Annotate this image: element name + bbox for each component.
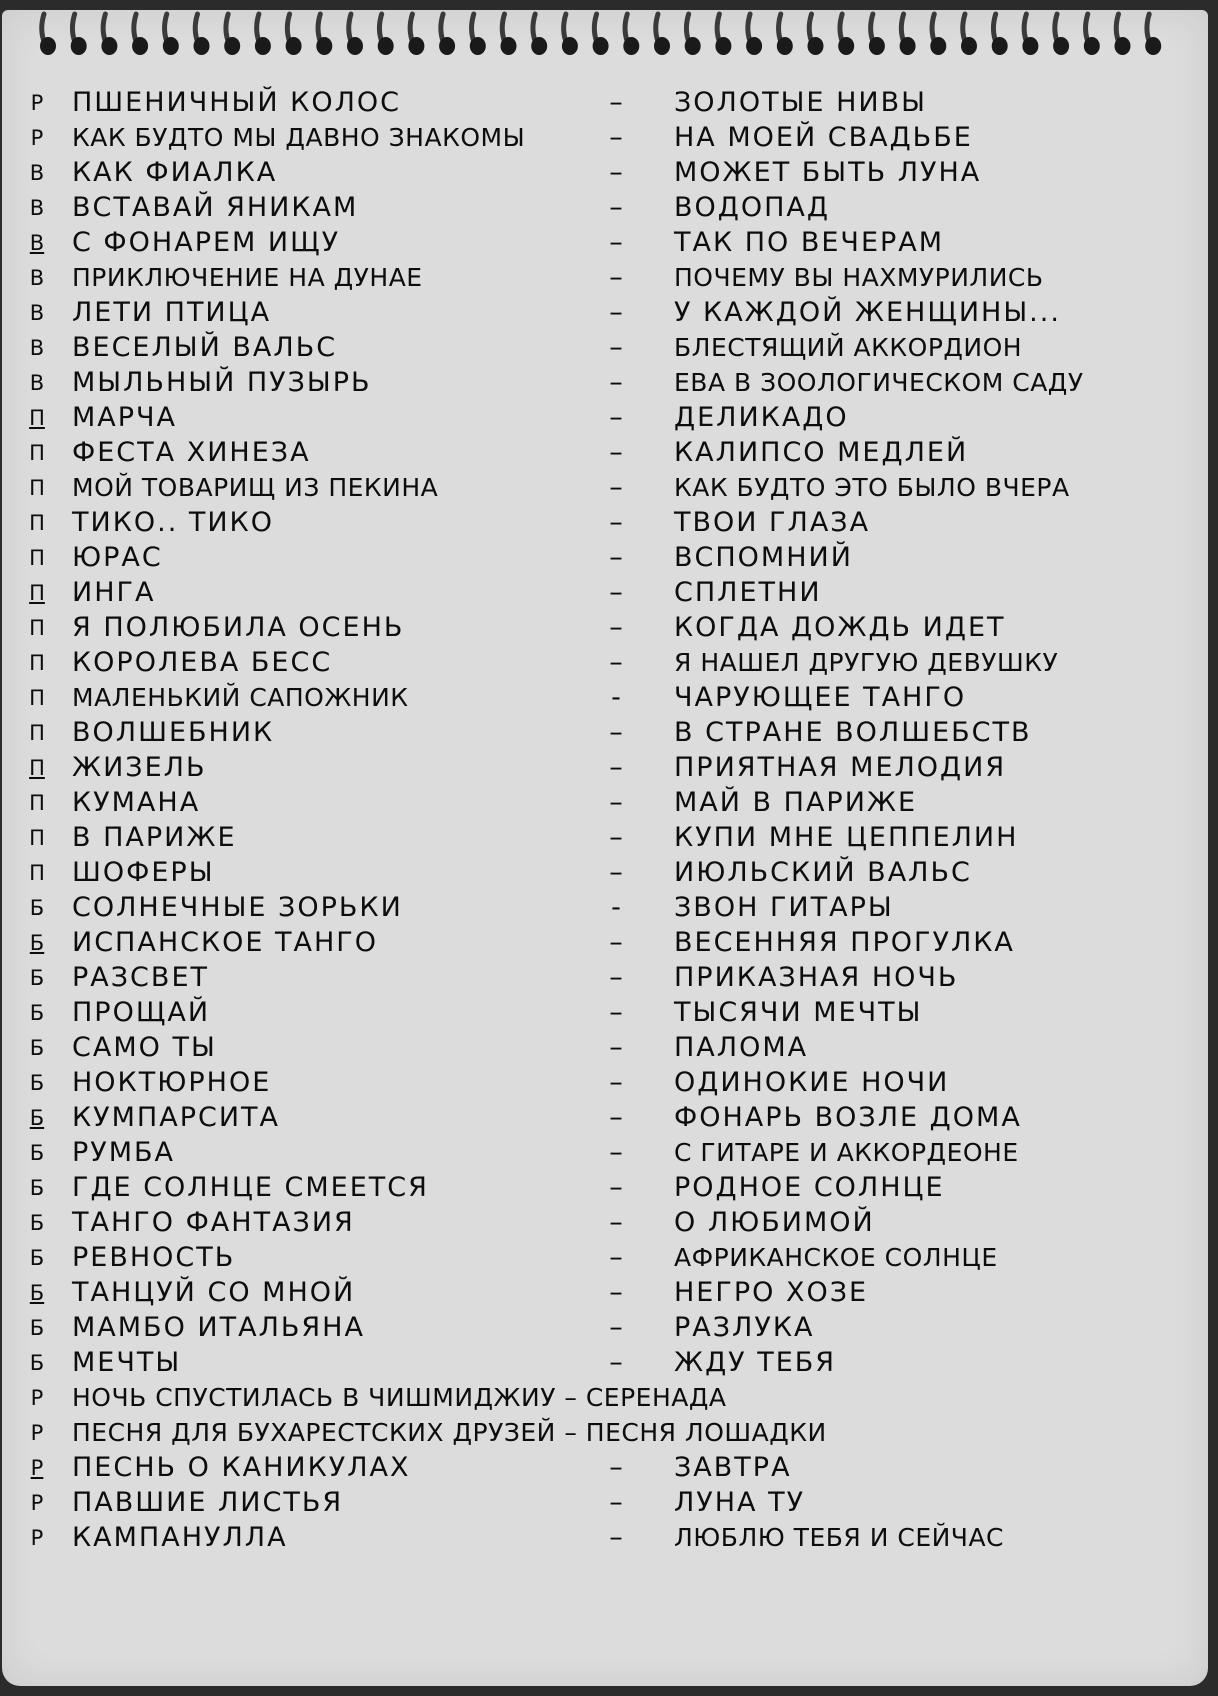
spiral-hole: [746, 37, 762, 55]
spiral-hole: [777, 37, 793, 55]
spiral-hole: [900, 37, 916, 55]
row-dash: –: [609, 1032, 623, 1063]
spiral-hole: [378, 37, 394, 55]
spiral-hole: [961, 37, 977, 55]
song-left: ЮРАС: [72, 542, 163, 573]
row-dash: –: [609, 787, 623, 818]
song-right: ЕВА В ЗООЛОГИЧЕСКОМ САДУ: [674, 368, 1084, 397]
row-dash: –: [609, 332, 623, 363]
row-mark: Б: [29, 1211, 45, 1235]
row-dash: –: [609, 227, 623, 258]
song-right: КАЛИПСО МЕДЛЕЙ: [674, 437, 969, 468]
spiral-hole: [531, 37, 547, 55]
song-left: ПЕСНЬ О КАНИКУЛАХ: [72, 1452, 411, 1483]
spiral-hole: [562, 37, 578, 55]
song-right: В СТРАНЕ ВОЛШЕБСТВ: [674, 717, 1032, 748]
row-mark: П: [29, 651, 45, 675]
song-right: АФРИКАНСКОЕ СОЛНЦЕ: [674, 1243, 998, 1272]
song-left: КУМАНА: [72, 787, 201, 818]
spiral-hole: [163, 37, 179, 55]
song-right: ЗОЛОТЫЕ НИВЫ: [674, 87, 927, 118]
row-dash: –: [609, 1522, 623, 1553]
spiral-hole: [685, 37, 701, 55]
song-right: КУПИ МНЕ ЦЕППЕЛИН: [674, 822, 1019, 853]
spiral-hole: [715, 37, 731, 55]
song-left: ПАВШИЕ ЛИСТЬЯ: [72, 1487, 344, 1518]
row-mark: Р: [30, 1386, 44, 1410]
song-right: РАЗЛУКА: [674, 1312, 815, 1343]
list-item: [2, 751, 1208, 786]
row-dash: –: [609, 542, 623, 573]
list-item: [2, 296, 1208, 331]
spiral-hole: [623, 37, 639, 55]
song-right: ФОНАРЬ ВОЗЛЕ ДОМА: [674, 1102, 1022, 1133]
spiral-hole: [224, 37, 240, 55]
row-dash: –: [609, 437, 623, 468]
row-mark: Р: [30, 1456, 44, 1480]
list-item: [2, 1346, 1208, 1381]
spiral-hole: [869, 37, 885, 55]
song-left: ПРИКЛЮЧЕНИЕ НА ДУНАЕ: [72, 263, 423, 292]
row-mark: В: [29, 161, 45, 185]
row-mark: П: [29, 511, 45, 535]
row-mark: П: [29, 756, 45, 780]
row-dash: –: [609, 857, 623, 888]
song-right: ТАК ПО ВЕЧЕРАМ: [674, 227, 945, 258]
song-right: ПАЛОМА: [674, 1032, 809, 1063]
song-left: В ПАРИЖЕ: [72, 822, 237, 853]
song-left: С ФОНАРЕМ ИЩУ: [72, 227, 341, 258]
list-item: [2, 716, 1208, 751]
row-dash: –: [609, 612, 623, 643]
row-mark: П: [29, 476, 45, 500]
song-right: НЕГРО ХОЗЕ: [674, 1277, 869, 1308]
row-mark: Б: [29, 1281, 45, 1305]
row-mark: П: [29, 441, 45, 465]
row-dash: –: [609, 1137, 623, 1168]
song-left: КАК ФИАЛКА: [72, 157, 278, 188]
song-left: РЕВНОСТЬ: [72, 1242, 236, 1273]
row-mark: В: [29, 231, 45, 255]
song-right: ПРИКАЗНАЯ НОЧЬ: [674, 962, 959, 993]
row-dash: –: [609, 1312, 623, 1343]
song-right: ЖДУ ТЕБЯ: [674, 1347, 837, 1378]
row-dash: –: [609, 297, 623, 328]
row-dash: –: [609, 717, 623, 748]
row-mark: В: [29, 266, 45, 290]
row-dash: –: [609, 507, 623, 538]
row-dash: –: [609, 87, 623, 118]
song-right: С ГИТАРЕ И АККОРДЕОНЕ: [674, 1138, 1019, 1167]
song-left: КОРОЛЕВА БЕСС: [72, 647, 333, 678]
row-dash: –: [609, 402, 623, 433]
list-item: [2, 1416, 1208, 1451]
song-right: У КАЖДОЙ ЖЕНЩИНЫ...: [674, 297, 1061, 328]
song-left: ВЕСЕЛЫЙ ВАЛЬС: [72, 332, 338, 363]
list-item: [2, 961, 1208, 996]
spiral-hole: [1145, 37, 1161, 55]
list-item: [2, 611, 1208, 646]
song-left: КАМПАНУЛЛА: [72, 1522, 288, 1553]
song-right: СПЛЕТНИ: [674, 577, 822, 608]
song-right: БЛЕСТЯЩИЙ АККОРДИОН: [674, 333, 1023, 362]
song-left: РАЗСВЕТ: [72, 962, 209, 993]
song-left: МЫЛЬНЫЙ ПУЗЫРЬ: [72, 367, 372, 398]
spiral-hole: [1084, 37, 1100, 55]
spiral-hole: [194, 37, 210, 55]
song-left: СОЛНЕЧНЫЕ ЗОРЬКИ: [72, 892, 403, 923]
song-right: ОДИНОКИЕ НОЧИ: [674, 1067, 950, 1098]
song-left: ПРОЩАЙ: [72, 997, 211, 1028]
song-right: ВЕСЕННЯЯ ПРОГУЛКА: [674, 927, 1015, 958]
list-item: [2, 1521, 1208, 1556]
song-left: ТИКО.. ТИКО: [72, 507, 274, 538]
row-dash: –: [609, 1487, 623, 1518]
row-mark: П: [29, 791, 45, 815]
song-right: МОЖЕТ БЫТЬ ЛУНА: [674, 157, 982, 188]
row-mark: В: [29, 301, 45, 325]
row-mark: Б: [29, 1141, 45, 1165]
song-right: ПРИЯТНАЯ МЕЛОДИЯ: [674, 752, 1007, 783]
song-list: [2, 86, 1208, 1556]
row-mark: Б: [29, 1071, 45, 1095]
list-item: [2, 1241, 1208, 1276]
song-left: ВСТАВАЙ ЯНИКАМ: [72, 192, 359, 223]
spiral-hole: [501, 37, 517, 55]
song-right: ИЮЛЬСКИЙ ВАЛЬС: [674, 857, 972, 888]
row-dash: –: [609, 157, 623, 188]
song-right: ВОДОПАД: [674, 192, 830, 223]
song-right: КАК БУДТО ЭТО БЫЛО ВЧЕРА: [674, 473, 1070, 502]
song-right: ТВОИ ГЛАЗА: [674, 507, 871, 538]
song-left: МАЛЕНЬКИЙ САПОЖНИК: [72, 683, 409, 712]
song-right: ВСПОМНИЙ: [674, 542, 853, 573]
song-right: ЛУНА ТУ: [674, 1487, 806, 1518]
row-mark: Р: [30, 1421, 44, 1445]
song-left: РУМБА: [72, 1137, 176, 1168]
row-dash: –: [609, 962, 623, 993]
row-dash: -: [611, 892, 621, 923]
song-left: НОКТЮРНОЕ: [72, 1067, 272, 1098]
list-item: [2, 1486, 1208, 1521]
row-mark: Б: [29, 1316, 45, 1340]
row-dash: –: [609, 122, 623, 153]
row-dash: –: [609, 997, 623, 1028]
row-dash: –: [609, 1067, 623, 1098]
song-right: НА МОЕЙ СВАДЬБЕ: [674, 122, 973, 153]
list-item: [2, 506, 1208, 541]
list-item: [2, 191, 1208, 226]
song-left: ЛЕТИ ПТИЦА: [72, 297, 272, 328]
list-item: [2, 996, 1208, 1031]
spiral-hole: [439, 37, 455, 55]
song-left: ГДЕ СОЛНЦЕ СМЕЕТСЯ: [72, 1172, 429, 1203]
spiral-hole: [808, 37, 824, 55]
list-item: [2, 541, 1208, 576]
spiral-hole: [255, 37, 271, 55]
list-item: [2, 646, 1208, 681]
spiral-binding: [2, 10, 1208, 70]
spiral-hole: [132, 37, 148, 55]
spiral-hole: [408, 37, 424, 55]
spiral-hole: [286, 37, 302, 55]
song-left: ЖИЗЕЛЬ: [72, 752, 207, 783]
row-mark: Б: [29, 1001, 45, 1025]
list-item: [2, 121, 1208, 156]
row-dash: –: [609, 1277, 623, 1308]
row-dash: –: [609, 1242, 623, 1273]
row-dash: –: [609, 192, 623, 223]
song-right: ЛЮБЛЮ ТЕБЯ И СЕЙЧАС: [674, 1523, 1005, 1552]
list-item: [2, 156, 1208, 191]
row-mark: П: [29, 616, 45, 640]
song-right: ПОЧЕМУ ВЫ НАХМУРИЛИСЬ: [674, 263, 1044, 292]
row-mark: В: [29, 336, 45, 360]
song-left: КУМПАРСИТА: [72, 1102, 280, 1133]
song-left: МАМБО ИТАЛЬЯНА: [72, 1312, 365, 1343]
song-left: МОЙ ТОВАРИЩ ИЗ ПЕКИНА: [72, 473, 439, 502]
list-item: [2, 1101, 1208, 1136]
row-mark: П: [29, 861, 45, 885]
list-item: [2, 366, 1208, 401]
song-right: КОГДА ДОЖДЬ ИДЕТ: [674, 612, 1006, 643]
song-right: О ЛЮБИМОЙ: [674, 1207, 875, 1238]
song-left: МАРЧА: [72, 402, 178, 433]
row-dash: –: [609, 822, 623, 853]
song-left: ВОЛШЕБНИК: [72, 717, 275, 748]
spiral-hole: [347, 37, 363, 55]
spiral-hole: [40, 37, 56, 55]
song-left: САМО ТЫ: [72, 1032, 217, 1063]
spiral-hole: [1053, 37, 1069, 55]
song-left: ШОФЕРЫ: [72, 857, 215, 888]
row-dash: -: [611, 682, 621, 713]
spiral-hole: [101, 37, 117, 55]
list-item: [2, 261, 1208, 296]
row-dash: –: [609, 472, 623, 503]
list-item: [2, 681, 1208, 716]
spiral-hole: [992, 37, 1008, 55]
row-mark: Р: [30, 1526, 44, 1550]
song-right: МАЙ В ПАРИЖЕ: [674, 787, 918, 818]
list-item: [2, 1066, 1208, 1101]
list-item: [2, 856, 1208, 891]
list-item: [2, 436, 1208, 471]
song-left: ИСПАНСКОЕ ТАНГО: [72, 927, 379, 958]
list-item: [2, 1311, 1208, 1346]
spiral-hole: [316, 37, 332, 55]
list-item: [2, 1031, 1208, 1066]
row-mark: П: [29, 546, 45, 570]
song-left: ПШЕНИЧНЫЙ КОЛОС: [72, 87, 401, 118]
row-dash: –: [609, 1347, 623, 1378]
song-right: РОДНОЕ СОЛНЦЕ: [674, 1172, 945, 1203]
row-mark: Б: [29, 1106, 45, 1130]
list-item: [2, 786, 1208, 821]
row-mark: Р: [30, 91, 44, 115]
row-mark: Б: [29, 1176, 45, 1200]
row-dash: –: [609, 927, 623, 958]
song-right: ЗВОН ГИТАРЫ: [674, 892, 894, 923]
row-dash: –: [609, 752, 623, 783]
song-left: НОЧЬ СПУСТИЛАСЬ В ЧИШМИДЖИУ – СЕРЕНАДА: [72, 1383, 727, 1412]
row-dash: –: [609, 577, 623, 608]
row-mark: П: [29, 826, 45, 850]
row-dash: –: [609, 1102, 623, 1133]
spiral-hole: [1115, 37, 1131, 55]
spiral-hole: [71, 37, 87, 55]
row-dash: –: [609, 367, 623, 398]
song-right: ЧАРУЮЩЕЕ ТАНГО: [674, 682, 967, 713]
spiral-hole: [593, 37, 609, 55]
list-item: [2, 1206, 1208, 1241]
row-mark: Б: [29, 931, 45, 955]
spiral-hole: [930, 37, 946, 55]
list-item: [2, 1171, 1208, 1206]
row-mark: П: [29, 406, 45, 430]
song-left: ФЕСТА ХИНЕЗА: [72, 437, 311, 468]
song-left: ИНГА: [72, 577, 156, 608]
row-dash: –: [609, 647, 623, 678]
song-left: КАК БУДТО МЫ ДАВНО ЗНАКОМЫ: [72, 123, 526, 152]
list-item: [2, 576, 1208, 611]
row-mark: Р: [30, 126, 44, 150]
list-item: [2, 86, 1208, 121]
list-item: [2, 1381, 1208, 1416]
list-item: [2, 821, 1208, 856]
list-item: [2, 401, 1208, 436]
song-left: ПЕСНЯ ДЛЯ БУХАРЕСТСКИХ ДРУЗЕЙ – ПЕСНЯ ЛОШАДКИ: [72, 1418, 827, 1447]
row-dash: –: [609, 1172, 623, 1203]
row-dash: –: [609, 262, 623, 293]
song-left: ТАНГО ФАНТАЗИЯ: [72, 1207, 355, 1238]
song-left: Я ПОЛЮБИЛА ОСЕНЬ: [72, 612, 405, 643]
row-dash: –: [609, 1207, 623, 1238]
song-left: ТАНЦУЙ СО МНОЙ: [72, 1277, 356, 1308]
song-left: МЕЧТЫ: [72, 1347, 182, 1378]
spiral-hole: [1022, 37, 1038, 55]
song-right: Я НАШЕЛ ДРУГУЮ ДЕВУШКУ: [674, 648, 1059, 677]
row-mark: Б: [29, 1351, 45, 1375]
list-item: [2, 926, 1208, 961]
row-mark: Б: [29, 896, 45, 920]
row-mark: Р: [30, 1491, 44, 1515]
row-mark: Б: [29, 966, 45, 990]
row-mark: П: [29, 686, 45, 710]
list-item: [2, 1276, 1208, 1311]
list-item: [2, 1136, 1208, 1171]
list-item: [2, 891, 1208, 926]
row-mark: П: [29, 581, 45, 605]
list-item: [2, 226, 1208, 261]
song-right: ТЫСЯЧИ МЕЧТЫ: [674, 997, 923, 1028]
spiral-hole: [838, 37, 854, 55]
row-mark: П: [29, 721, 45, 745]
list-item: [2, 1451, 1208, 1486]
row-mark: В: [29, 196, 45, 220]
row-mark: Б: [29, 1036, 45, 1060]
spiral-hole: [470, 37, 486, 55]
list-item: [2, 471, 1208, 506]
row-mark: В: [29, 371, 45, 395]
spiral-hole: [654, 37, 670, 55]
song-right: ЗАВТРА: [674, 1452, 792, 1483]
row-mark: Б: [29, 1246, 45, 1270]
song-right: ДЕЛИКАДО: [674, 402, 849, 433]
notebook-page: [2, 10, 1208, 1686]
list-item: [2, 331, 1208, 366]
row-dash: –: [609, 1452, 623, 1483]
